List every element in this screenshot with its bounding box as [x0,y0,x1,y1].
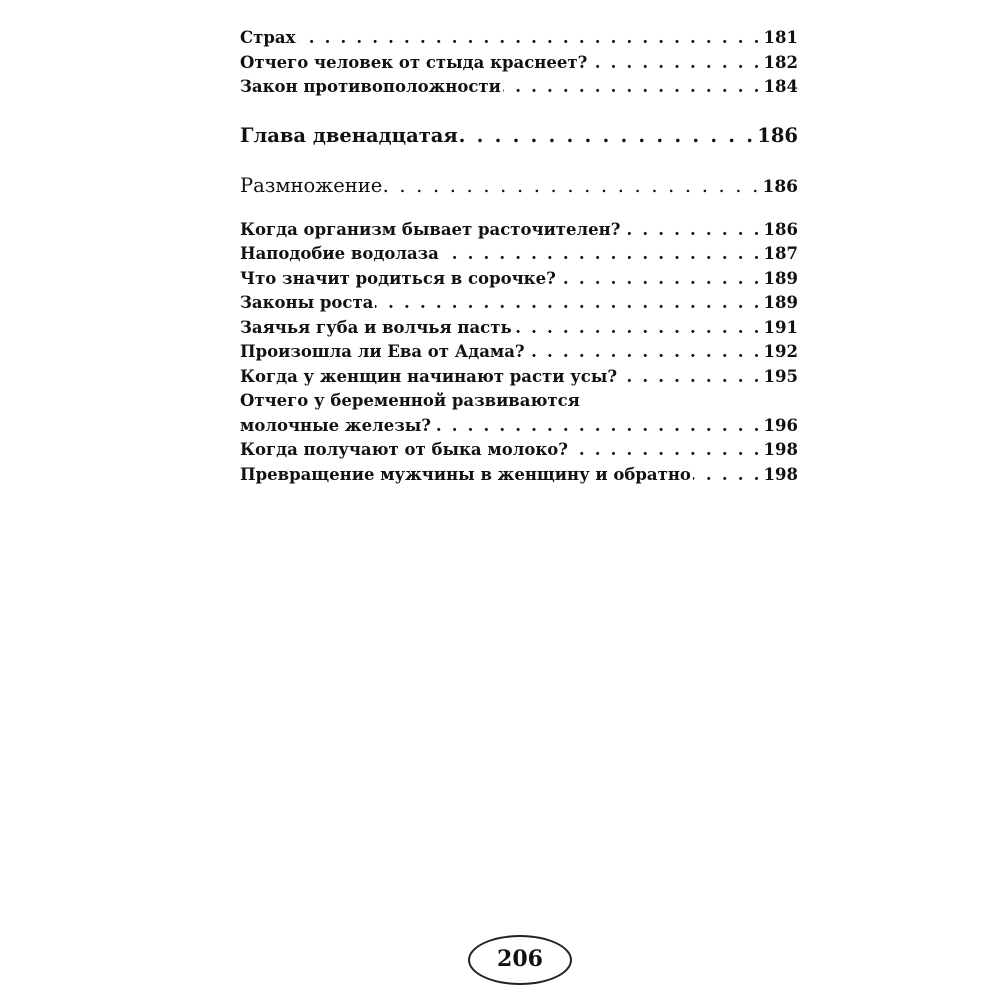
toc-entry [240,75,798,100]
toc-leader-dots [514,316,763,341]
toc-entry-page: 182 [763,52,798,72]
toc-entry-page: 198 [763,464,798,484]
toc-chapter-heading [240,122,798,150]
toc-entry [240,242,798,267]
toc-entry-title: Когда у женщин начинают расти усы? [240,366,618,386]
toc-leader-dots [527,340,763,365]
toc-leader-dots [384,172,761,200]
toc-leader-dots [460,122,756,150]
toc-entry-title: Что значит родиться в сорочке? [240,268,556,288]
toc-entry-page: 195 [763,366,798,386]
toc-leader-dots [693,463,763,488]
toc-entry-page: 189 [763,293,798,312]
section-page: 186 [762,176,798,197]
toc-entry-page: 181 [763,28,798,47]
toc-entry-title: Заячья губа и волчья пасть [240,317,512,337]
toc-entry-title: Законы роста [240,293,374,312]
toc-entry-title: Произошла ли Ева от Адама? [240,342,525,361]
toc-entry-title: Закон противоположности [240,77,501,96]
toc-entry-page: 187 [763,244,798,263]
toc-leader-dots [589,51,762,76]
toc-entry-title: Наподобие водолаза [240,244,439,263]
chapter-title: Глава двенадцатая [240,123,458,147]
toc-entry [240,340,798,365]
toc-leader-dots [433,414,763,439]
toc-entry-title-line2: молочные железы? [240,415,431,435]
toc-entry [240,51,798,76]
toc-entry-page: 189 [763,268,798,288]
toc-leader-dots [503,75,763,100]
toc-entry-multiline-first [240,389,798,414]
toc-entry-page: 196 [763,415,798,435]
toc-entry-page: 191 [763,317,798,337]
toc-entry-page: 198 [763,440,798,459]
section-title: Размножение [240,173,383,197]
chapter-page: 186 [757,123,798,147]
toc-entry [240,365,798,390]
toc-entry-page: 186 [763,219,798,239]
page-number: 206 [497,946,543,972]
toc-entry-title: Когда организм бывает расточителен? [240,219,621,239]
toc-section-heading [240,172,798,200]
toc-entry [240,218,798,243]
page-number-oval [468,935,572,985]
toc-leader-dots [441,242,763,267]
toc-entry-page: 192 [763,342,798,361]
toc-entry [240,438,798,463]
toc-entry-title: Страх [240,28,296,47]
toc-entry-page: 184 [763,77,798,96]
table-of-contents [240,26,798,487]
toc-leader-dots [297,26,762,51]
toc-entry-multiline-second [240,414,798,439]
toc-entry-title: Когда получают от быка молоко? [240,440,568,459]
toc-leader-dots [622,218,762,243]
toc-leader-dots [619,365,762,390]
toc-leader-dots [570,438,763,463]
toc-entry-title: Превращение мужчины в женщину и обратно [240,464,691,484]
toc-leader-dots [558,267,763,292]
toc-entry [240,463,798,488]
toc-entry [240,291,798,316]
toc-entry [240,267,798,292]
toc-entry [240,316,798,341]
toc-entry-title: Отчего человек от стыда краснеет? [240,52,588,72]
toc-entry [240,26,798,51]
toc-leader-dots [375,291,762,316]
toc-entry-title-line1: Отчего у беременной развиваются [240,391,580,410]
